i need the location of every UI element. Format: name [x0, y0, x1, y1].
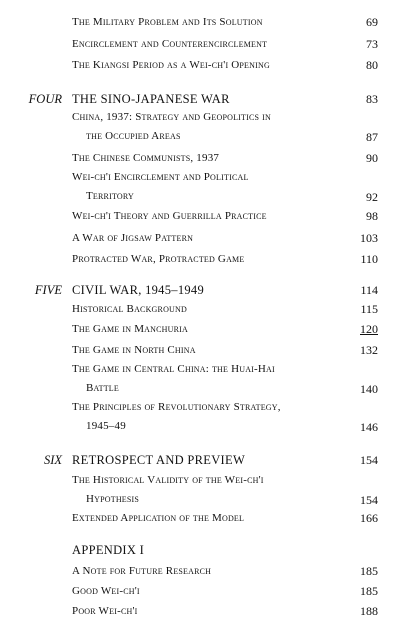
- toc-entry-title: [72, 471, 344, 509]
- toc-entry-title: A Note for Future Research: [72, 565, 212, 577]
- chapter-page: 83: [366, 92, 378, 106]
- toc-entry-line: Battle: [86, 382, 119, 394]
- chapter-number: FIVE: [34, 283, 62, 297]
- toc-entry-line: China, 1937: Strategy and Geopolitics in: [72, 111, 271, 123]
- toc-entry-title: [72, 108, 344, 146]
- chapter-title: THE SINO-JAPANESE WAR: [72, 92, 230, 106]
- appendix-title: APPENDIX I: [72, 543, 145, 557]
- chapter-title: RETROSPECT AND PREVIEW: [72, 453, 246, 467]
- toc-entry-page: 80: [366, 58, 378, 72]
- toc-entry-line: The Principles of Revolutionary Strategy,: [72, 401, 281, 413]
- toc-entry-page: 69: [366, 15, 378, 29]
- toc-entry-title: Poor Wei-ch'i: [72, 605, 138, 617]
- toc-entry-page: 103: [360, 231, 378, 245]
- toc-entry-title: [72, 168, 344, 206]
- toc-entry-page: 132: [360, 343, 378, 357]
- toc-entry-page: 115: [360, 302, 378, 316]
- toc-entry-line: The Game in Central China: the Huai-Hai: [72, 363, 275, 375]
- toc-entry-page: 92: [366, 190, 378, 204]
- chapter-number: SIX: [43, 453, 62, 467]
- toc-entry-title: The Game in Manchuria: [72, 323, 188, 335]
- toc-entry-title: [72, 398, 344, 436]
- toc-entry-title: The Military Problem and Its Solution: [72, 16, 263, 28]
- toc-entry-page: 90: [366, 151, 378, 165]
- toc-entry-line: Hypothesis: [86, 493, 140, 505]
- toc-entry-title: Encirclement and Counterencirclement: [72, 38, 268, 50]
- toc-entry-title: Wei-ch'i Theory and Guerrilla Practice: [72, 210, 267, 222]
- chapter-title: CIVIL WAR, 1945–1949: [72, 283, 205, 297]
- toc-entry-page: 98: [366, 209, 378, 223]
- toc-entry-title: A War of Jigsaw Pattern: [72, 232, 194, 244]
- toc-entry-page: 120: [360, 322, 378, 336]
- toc-entry-page: 188: [360, 604, 378, 618]
- toc-entry-title: Protracted War, Protracted Game: [72, 253, 245, 265]
- toc-entry-title: [72, 360, 344, 398]
- toc-entry-title: Extended Application of the Model: [72, 512, 245, 524]
- toc-entry-page: 185: [360, 564, 378, 578]
- toc-entry-line: The Historical Validity of the Wei-ch'i: [72, 474, 264, 486]
- toc-entry-line: Wei-ch'i Encirclement and Political: [72, 171, 249, 183]
- chapter-page: 114: [360, 283, 378, 297]
- toc-entry-page: 87: [366, 130, 378, 144]
- toc-entry-title: Good Wei-ch'i: [72, 585, 140, 597]
- chapter-number: FOUR: [28, 92, 62, 106]
- toc-entry-line: the Occupied Areas: [86, 130, 181, 142]
- toc-entry-title: The Chinese Communists, 1937: [72, 152, 220, 164]
- toc-entry-line: 1945–49: [86, 420, 126, 432]
- toc-entry-line: Territory: [86, 190, 134, 202]
- toc-entry-title: The Game in North China: [72, 344, 196, 356]
- chapter-page: 154: [360, 453, 378, 467]
- toc-entry-page: 154: [360, 493, 378, 507]
- toc-entry-title: Historical Background: [72, 303, 187, 315]
- toc-entry-page: 146: [360, 420, 378, 434]
- toc-entry-page: 166: [360, 511, 378, 525]
- toc-entry-title: The Kiangsi Period as a Wei-ch'i Opening: [72, 59, 270, 71]
- toc-entry-page: 185: [360, 584, 378, 598]
- toc-entry-page: 140: [360, 382, 378, 396]
- toc-entry-page: 110: [360, 252, 378, 266]
- toc-entry-page: 73: [366, 37, 378, 51]
